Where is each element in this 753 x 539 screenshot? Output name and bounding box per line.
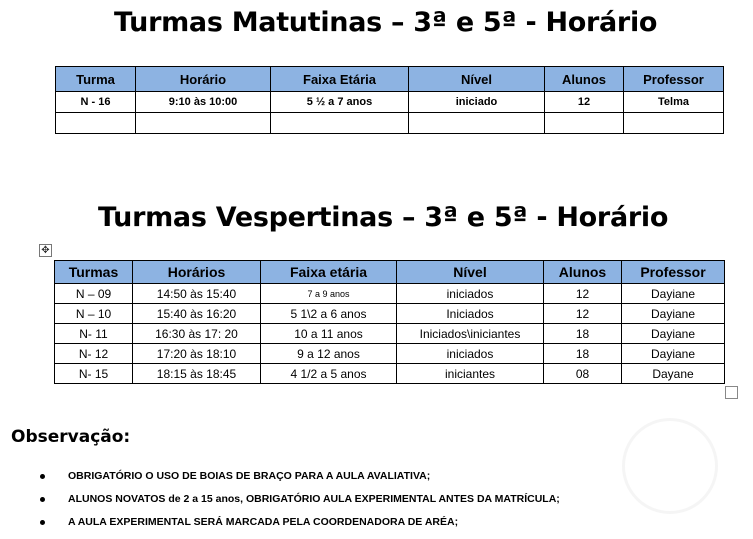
table-cell: N- 11: [55, 324, 133, 344]
table-cell: N- 15: [55, 364, 133, 384]
table-cell: 5 ½ a 7 anos: [271, 92, 409, 113]
table-cell: 7 a 9 anos: [261, 284, 397, 304]
header-alunos: Alunos: [545, 67, 624, 92]
header-faixa-etaria: Faixa Etária: [271, 67, 409, 92]
table-cell: Dayiane: [622, 324, 725, 344]
table-cell: Dayane: [622, 364, 725, 384]
table-cell: [56, 113, 136, 134]
table-cell: Telma: [624, 92, 724, 113]
table-header-row: [55, 261, 725, 284]
afternoon-table: [54, 260, 725, 384]
table-cell: 5 1\2 a 6 anos: [261, 304, 397, 324]
table-row: [55, 284, 725, 304]
afternoon-title: Turmas Vespertinas – 3ª e 5ª - Horário: [98, 202, 669, 233]
table-cell: [545, 113, 624, 134]
table-cell: iniciantes: [397, 364, 544, 384]
list-item: A AULA EXPERIMENTAL SERÁ MARCADA PELA COORDENADORA DE ARÉA;: [40, 516, 560, 539]
header-turmas: Turmas: [55, 261, 133, 284]
table-cell: 10 a 11 anos: [261, 324, 397, 344]
table-cell: 16:30 às 17: 20: [133, 324, 261, 344]
table-header-row: [56, 67, 724, 92]
table-row: [55, 364, 725, 384]
table-cell: N – 09: [55, 284, 133, 304]
observations-title: Observação:: [11, 427, 131, 447]
table-cell: 08: [544, 364, 622, 384]
table-cell: 4 1/2 a 5 anos: [261, 364, 397, 384]
observations-list: [40, 470, 560, 539]
table-cell: Dayiane: [622, 344, 725, 364]
table-cell: N- 12: [55, 344, 133, 364]
table-cell: 18:15 às 18:45: [133, 364, 261, 384]
header-alunos: Alunos: [544, 261, 622, 284]
table-cell: Iniciados: [397, 304, 544, 324]
table-cell: 17:20 às 18:10: [133, 344, 261, 364]
table-cell: iniciados: [397, 344, 544, 364]
list-item: ALUNOS NOVATOS de 2 a 15 anos, OBRIGATÓRIO AULA EXPERIMENTAL ANTES DA MATRÍCULA;: [40, 493, 560, 516]
header-horarios: Horários: [133, 261, 261, 284]
move-handle-icon[interactable]: ✥: [39, 244, 52, 257]
table-row: [55, 344, 725, 364]
table-cell: [624, 113, 724, 134]
table-cell: 9:10 às 10:00: [136, 92, 271, 113]
table-cell: N – 10: [55, 304, 133, 324]
header-nivel: Nível: [409, 67, 545, 92]
header-nivel: Nível: [397, 261, 544, 284]
resize-handle-icon[interactable]: [725, 386, 738, 399]
table-cell: 18: [544, 324, 622, 344]
table-cell: [271, 113, 409, 134]
table-cell: 12: [545, 92, 624, 113]
header-professor: Professor: [624, 67, 724, 92]
header-professor: Professor: [622, 261, 725, 284]
table-cell: Iniciados\iniciantes: [397, 324, 544, 344]
table-cell: 12: [544, 284, 622, 304]
table-cell: 14:50 às 15:40: [133, 284, 261, 304]
table-cell: Dayiane: [622, 304, 725, 324]
table-cell: iniciado: [409, 92, 545, 113]
table-cell: [409, 113, 545, 134]
table-row: [56, 113, 724, 134]
table-cell: Dayiane: [622, 284, 725, 304]
table-cell: 9 a 12 anos: [261, 344, 397, 364]
header-turma: Turma: [56, 67, 136, 92]
table-cell: 12: [544, 304, 622, 324]
watermark-stamp: [622, 418, 718, 514]
table-cell: N - 16: [56, 92, 136, 113]
morning-title: Turmas Matutinas – 3ª e 5ª - Horário: [114, 7, 658, 38]
table-row: [56, 92, 724, 113]
table-cell: iniciados: [397, 284, 544, 304]
table-cell: 15:40 às 16:20: [133, 304, 261, 324]
table-row: [55, 304, 725, 324]
morning-table: [55, 66, 724, 134]
header-horario: Horário: [136, 67, 271, 92]
table-cell: [136, 113, 271, 134]
table-cell: 18: [544, 344, 622, 364]
list-item: OBRIGATÓRIO O USO DE BOIAS DE BRAÇO PARA A AULA AVALIATIVA;: [40, 470, 560, 493]
header-faixa-etaria: Faixa etária: [261, 261, 397, 284]
table-row: [55, 324, 725, 344]
